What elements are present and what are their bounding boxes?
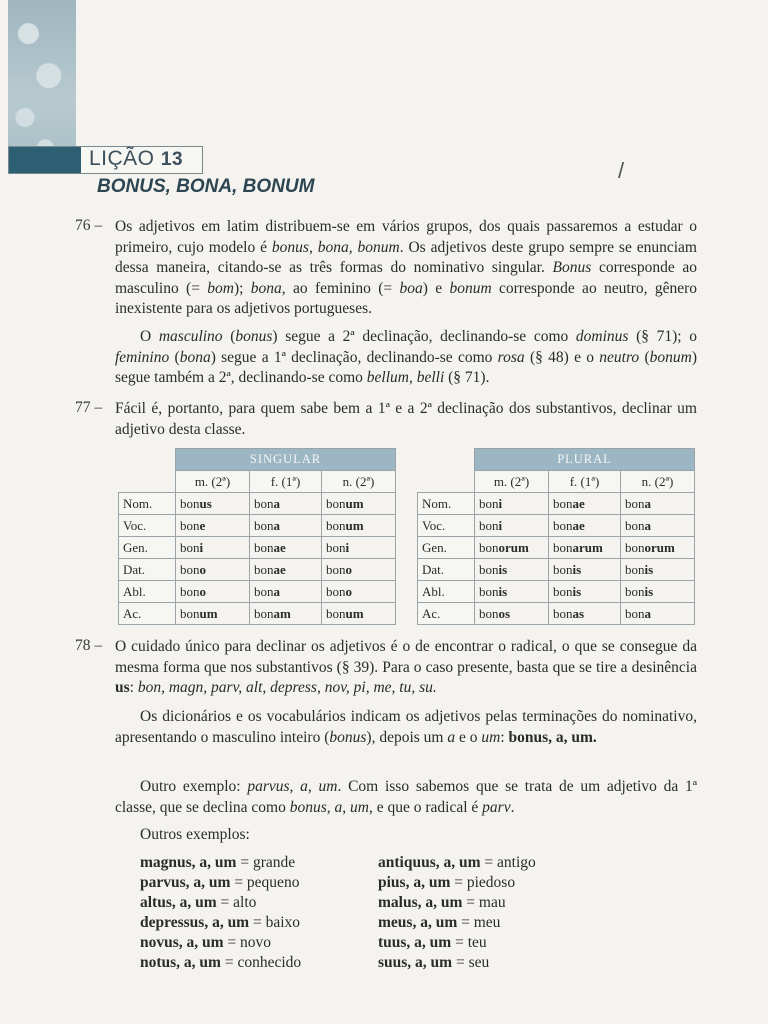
text-run: bona bbox=[179, 348, 211, 366]
table-empty-cell bbox=[418, 449, 475, 471]
form-stem: bon bbox=[254, 583, 274, 599]
handwritten-mark: / bbox=[618, 158, 625, 183]
form-stem: bon bbox=[625, 605, 645, 621]
form-cell bbox=[322, 581, 396, 603]
column-header: f. (1ª) bbox=[549, 471, 621, 493]
text-run: corresponde ao neutro, gênero inexistente para os adjetivos portugueses. bbox=[115, 279, 697, 317]
form-cell bbox=[475, 581, 549, 603]
text-run: , ao feminino (= bbox=[281, 279, 400, 297]
text-run: um bbox=[481, 728, 501, 746]
lesson-label-text: LIÇÃO bbox=[89, 147, 155, 170]
form-cell bbox=[549, 603, 621, 625]
text-run: masculino bbox=[158, 328, 223, 345]
form-cell bbox=[322, 537, 396, 559]
form-cell bbox=[250, 537, 322, 559]
form-stem: bon bbox=[180, 605, 200, 621]
paragraph-78-1 bbox=[115, 637, 697, 699]
example-meaning: = pequeno bbox=[230, 874, 300, 891]
form-cell bbox=[621, 515, 695, 537]
text-run: Os adjetivos em latim distribuem-se em vários grupos, dos quais passaremos a estudar o primeiro, cujo modelo é bbox=[115, 218, 697, 256]
form-ending: a bbox=[644, 517, 651, 533]
form-cell bbox=[176, 559, 250, 581]
case-label: Abl. bbox=[119, 581, 176, 603]
example-item bbox=[140, 933, 301, 953]
text-run: (§ 71); o bbox=[628, 328, 697, 345]
paragraph-78-2 bbox=[115, 707, 697, 748]
table-empty-cell bbox=[119, 449, 176, 471]
text-run: bonum bbox=[449, 279, 492, 297]
form-cell bbox=[549, 537, 621, 559]
form-ending: arum bbox=[572, 539, 603, 555]
form-ending: orum bbox=[498, 539, 529, 555]
form-cell bbox=[621, 581, 695, 603]
paragraph-76-2 bbox=[115, 327, 697, 389]
example-item bbox=[140, 953, 301, 973]
example-meaning: = meu bbox=[457, 914, 501, 931]
form-stem: bon bbox=[553, 561, 573, 577]
text-run: e o bbox=[455, 728, 482, 746]
form-cell bbox=[322, 515, 396, 537]
text-run: (§ 71). bbox=[444, 369, 490, 386]
example-meaning: = grande bbox=[236, 854, 296, 871]
case-label: Gen. bbox=[418, 537, 475, 559]
form-cell bbox=[549, 515, 621, 537]
text-run: Fácil é, portanto, para quem sabe bem a 1ª e a 2ª declinação dos substantivos, declinar um adjetivo desta classe. bbox=[115, 400, 697, 438]
form-ending: ae bbox=[572, 517, 585, 533]
paragraph-77-1 bbox=[115, 399, 697, 440]
form-stem: bon bbox=[326, 605, 346, 621]
case-label: Ac. bbox=[119, 603, 176, 625]
form-ending: am bbox=[273, 605, 291, 621]
lesson-label bbox=[89, 147, 183, 171]
text-run: : bbox=[129, 679, 138, 696]
form-stem: bon bbox=[553, 583, 573, 599]
form-cell bbox=[176, 603, 250, 625]
text-run: bonus, a, um. bbox=[508, 728, 597, 746]
form-stem: bon bbox=[553, 495, 573, 511]
form-ending: is bbox=[572, 583, 582, 599]
form-cell bbox=[250, 559, 322, 581]
case-label: Nom. bbox=[119, 493, 176, 515]
example-word: novus, a, um bbox=[140, 934, 224, 951]
form-ending: ae bbox=[273, 561, 286, 577]
form-cell bbox=[549, 493, 621, 515]
text-run: Outros exemplos: bbox=[140, 826, 250, 843]
table-row bbox=[119, 515, 396, 537]
text-run: us bbox=[115, 679, 130, 696]
example-word: tuus, a, um bbox=[378, 934, 452, 951]
table-row bbox=[418, 559, 695, 581]
paragraph-76-1 bbox=[115, 217, 697, 320]
text-run: ( bbox=[169, 348, 180, 366]
examples-left-column bbox=[140, 853, 301, 973]
text-run: parvus, a, um bbox=[247, 778, 338, 795]
form-ending: is bbox=[498, 583, 508, 599]
table-row bbox=[119, 559, 396, 581]
form-stem: bon bbox=[625, 495, 645, 511]
text-run: bon, magn, parv, alt, depress, nov, pi, me, tu, su. bbox=[137, 679, 437, 696]
table-row bbox=[119, 603, 396, 625]
form-stem: bon bbox=[479, 583, 499, 599]
table-row bbox=[119, 581, 396, 603]
example-word: malus, a, um bbox=[378, 894, 463, 911]
form-stem: bon bbox=[553, 605, 573, 621]
case-label: Voc. bbox=[418, 515, 475, 537]
case-label: Voc. bbox=[119, 515, 176, 537]
form-stem: bon bbox=[180, 539, 200, 555]
text-run: . Com isso sabemos que se trata de um adjetivo da 1ª classe, que se declina como bbox=[115, 778, 697, 816]
text-run: bonum bbox=[649, 348, 692, 366]
form-cell bbox=[549, 559, 621, 581]
example-item bbox=[378, 913, 536, 933]
form-stem: bon bbox=[479, 561, 499, 577]
example-meaning: = alto bbox=[216, 894, 257, 911]
form-stem: bon bbox=[254, 495, 274, 511]
table-empty-cell bbox=[418, 471, 475, 493]
table-title: SINGULAR bbox=[176, 449, 396, 471]
text-run: ); bbox=[233, 279, 251, 297]
form-cell bbox=[250, 581, 322, 603]
example-meaning: = piedoso bbox=[450, 874, 516, 891]
case-label: Ac. bbox=[418, 603, 475, 625]
text-run: , e que o radical é bbox=[368, 798, 483, 816]
text-run: O bbox=[140, 328, 159, 345]
form-stem: bon bbox=[625, 561, 645, 577]
example-item bbox=[140, 893, 301, 913]
form-ending: o bbox=[199, 561, 206, 577]
form-stem: bon bbox=[326, 517, 346, 533]
text-run: : bbox=[500, 728, 509, 746]
form-stem: bon bbox=[180, 583, 200, 599]
form-stem: bon bbox=[625, 517, 645, 533]
form-cell bbox=[621, 559, 695, 581]
form-ending: um bbox=[345, 605, 364, 621]
example-word: meus, a, um bbox=[378, 914, 458, 931]
form-stem: bon bbox=[625, 539, 645, 555]
example-meaning: = baixo bbox=[249, 914, 301, 931]
text-run: bom bbox=[207, 279, 234, 297]
text-run: O cuidado único para declinar os adjetivos é o de encontrar o radical, o que se consegue da mesma forma que nos substantivos (§ 39). Para o caso presente, basta que se tire a desinência bbox=[115, 638, 697, 676]
text-run: Bonus bbox=[552, 259, 592, 276]
form-stem: bon bbox=[553, 517, 573, 533]
form-stem: bon bbox=[625, 583, 645, 599]
form-stem: bon bbox=[326, 495, 346, 511]
form-ending: um bbox=[199, 605, 218, 621]
form-cell bbox=[621, 603, 695, 625]
decorative-ornament bbox=[8, 0, 76, 168]
form-cell bbox=[322, 493, 396, 515]
form-cell bbox=[322, 559, 396, 581]
column-header: m. (2ª) bbox=[475, 471, 549, 493]
form-stem: bon bbox=[254, 539, 274, 555]
form-ending: is bbox=[644, 583, 654, 599]
form-ending: os bbox=[498, 605, 511, 621]
example-word: suus, a, um bbox=[378, 954, 453, 971]
section-number-76: 76 – bbox=[75, 217, 103, 234]
example-word: magnus, a, um bbox=[140, 854, 237, 871]
table-row bbox=[418, 603, 695, 625]
form-ending: ae bbox=[572, 495, 585, 511]
form-ending: i bbox=[345, 539, 350, 555]
form-ending: a bbox=[273, 495, 280, 511]
form-stem: bon bbox=[180, 561, 200, 577]
example-item bbox=[378, 873, 536, 893]
text-run: (§ 48) e o bbox=[524, 348, 600, 366]
text-run: . Os adjetivos deste grupo sempre se enunciam dessa maneira, citando-se as três formas do nominativo singular. bbox=[115, 238, 697, 276]
form-ending: o bbox=[199, 583, 206, 599]
text-run: corresponde ao masculino (= bbox=[115, 259, 698, 297]
text-run: a bbox=[447, 728, 456, 746]
lesson-title: BONUS, BONA, BONUM bbox=[97, 176, 315, 197]
text-run: ), depois um bbox=[366, 728, 448, 746]
text-run: Outro exemplo: bbox=[140, 778, 248, 795]
example-item bbox=[378, 893, 536, 913]
example-meaning: = teu bbox=[451, 934, 487, 951]
example-meaning: = antigo bbox=[480, 854, 536, 871]
form-ending: e bbox=[199, 517, 206, 533]
case-label: Abl. bbox=[418, 581, 475, 603]
form-ending: as bbox=[572, 605, 585, 621]
column-header: f. (1ª) bbox=[250, 471, 322, 493]
lesson-number: 13 bbox=[160, 149, 184, 170]
form-ending: ae bbox=[273, 539, 286, 555]
form-ending: i bbox=[498, 495, 503, 511]
table-row bbox=[418, 493, 695, 515]
example-meaning: = conhecido bbox=[220, 954, 302, 971]
example-word: antiquus, a, um bbox=[378, 854, 481, 871]
section-number-78: 78 – bbox=[75, 637, 103, 654]
singular-declension-table bbox=[118, 448, 396, 625]
examples-right-column bbox=[378, 853, 536, 973]
example-word: depressus, a, um bbox=[140, 914, 250, 931]
form-ending: a bbox=[644, 605, 651, 621]
lesson-bar-tab bbox=[9, 147, 81, 173]
form-cell bbox=[250, 603, 322, 625]
case-label: Dat. bbox=[119, 559, 176, 581]
text-run: rosa bbox=[497, 348, 525, 366]
text-run: ) segue a 2ª declinação, declinando-se como bbox=[272, 328, 576, 345]
table-title: PLURAL bbox=[475, 449, 695, 471]
form-stem: bon bbox=[326, 561, 346, 577]
form-ending: a bbox=[273, 517, 280, 533]
text-run: bonus bbox=[235, 328, 273, 345]
text-run: bonus, a, um bbox=[289, 798, 369, 816]
text-run: feminino bbox=[115, 348, 170, 366]
text-run: ) segue a 1ª declinação, declinando-se como bbox=[210, 348, 498, 366]
example-item bbox=[140, 873, 301, 893]
paragraph-78-4 bbox=[115, 825, 697, 846]
example-meaning: = novo bbox=[223, 934, 272, 951]
form-ending: a bbox=[273, 583, 280, 599]
example-item bbox=[378, 853, 536, 873]
text-run: parv bbox=[482, 798, 511, 816]
form-cell bbox=[322, 603, 396, 625]
column-header: n. (2ª) bbox=[621, 471, 695, 493]
form-ending: o bbox=[345, 583, 352, 599]
text-run: bonus, bona, bonum bbox=[271, 238, 400, 256]
form-ending: orum bbox=[644, 539, 675, 555]
table-row bbox=[418, 581, 695, 603]
form-ending: i bbox=[199, 539, 204, 555]
example-word: pius, a, um bbox=[378, 874, 451, 891]
form-ending: um bbox=[345, 495, 364, 511]
table-empty-cell bbox=[119, 471, 176, 493]
text-run: . bbox=[510, 798, 515, 816]
text-run: ) segue também a 2ª, declinando-se como bbox=[115, 348, 698, 386]
form-ending: i bbox=[498, 517, 503, 533]
example-item bbox=[378, 933, 536, 953]
section-number-77: 77 – bbox=[75, 399, 103, 416]
example-meaning: = seu bbox=[452, 954, 490, 971]
text-run: dominus bbox=[575, 328, 629, 345]
table-row bbox=[119, 537, 396, 559]
text-run: ( bbox=[222, 328, 236, 345]
form-stem: bon bbox=[326, 583, 346, 599]
text-run: boa bbox=[399, 279, 423, 297]
form-stem: bon bbox=[553, 539, 573, 555]
form-ending: us bbox=[199, 495, 212, 511]
form-cell bbox=[475, 603, 549, 625]
form-stem: bon bbox=[479, 517, 499, 533]
form-ending: o bbox=[345, 561, 352, 577]
form-stem: bon bbox=[180, 495, 200, 511]
table-row bbox=[418, 515, 695, 537]
form-stem: bon bbox=[180, 517, 200, 533]
form-stem: bon bbox=[479, 495, 499, 511]
column-header: n. (2ª) bbox=[322, 471, 396, 493]
example-word: parvus, a, um bbox=[140, 874, 231, 891]
form-stem: bon bbox=[326, 539, 346, 555]
example-item bbox=[140, 853, 301, 873]
form-cell bbox=[250, 515, 322, 537]
text-run: bellum, belli bbox=[366, 369, 445, 386]
example-meaning: = mau bbox=[462, 894, 506, 911]
form-cell bbox=[176, 537, 250, 559]
form-ending: um bbox=[345, 517, 364, 533]
form-cell bbox=[621, 493, 695, 515]
plural-declension-table bbox=[417, 448, 695, 625]
example-item bbox=[140, 913, 301, 933]
form-stem: bon bbox=[479, 539, 499, 555]
form-cell bbox=[176, 581, 250, 603]
column-header: m. (2ª) bbox=[176, 471, 250, 493]
case-label: Dat. bbox=[418, 559, 475, 581]
form-cell bbox=[475, 493, 549, 515]
form-stem: bon bbox=[479, 605, 499, 621]
form-cell bbox=[475, 559, 549, 581]
example-word: altus, a, um bbox=[140, 894, 217, 911]
example-word: notus, a, um bbox=[140, 954, 221, 971]
text-run: neutro bbox=[599, 348, 640, 366]
form-stem: bon bbox=[254, 517, 274, 533]
table-row bbox=[418, 537, 695, 559]
text-run: ) e bbox=[422, 279, 450, 297]
text-run: ( bbox=[639, 348, 650, 366]
paragraph-78-3 bbox=[115, 777, 697, 818]
form-cell bbox=[176, 515, 250, 537]
form-ending: a bbox=[644, 495, 651, 511]
form-cell bbox=[549, 581, 621, 603]
form-ending: is bbox=[572, 561, 582, 577]
case-label: Gen. bbox=[119, 537, 176, 559]
form-cell bbox=[475, 537, 549, 559]
form-ending: is bbox=[498, 561, 508, 577]
form-cell bbox=[475, 515, 549, 537]
form-ending: is bbox=[644, 561, 654, 577]
form-cell bbox=[621, 537, 695, 559]
text-run: bonus bbox=[329, 728, 367, 746]
form-stem: bon bbox=[254, 561, 274, 577]
case-label: Nom. bbox=[418, 493, 475, 515]
form-cell bbox=[176, 493, 250, 515]
form-stem: bon bbox=[254, 605, 274, 621]
table-row bbox=[119, 493, 396, 515]
text-run: Os dicionários e os vocabulários indicam os adjetivos pelas terminações do nominativo, apresentando o masculino inteiro ( bbox=[115, 708, 697, 746]
example-item bbox=[378, 953, 536, 973]
form-cell bbox=[250, 493, 322, 515]
text-run: bona bbox=[250, 279, 282, 297]
